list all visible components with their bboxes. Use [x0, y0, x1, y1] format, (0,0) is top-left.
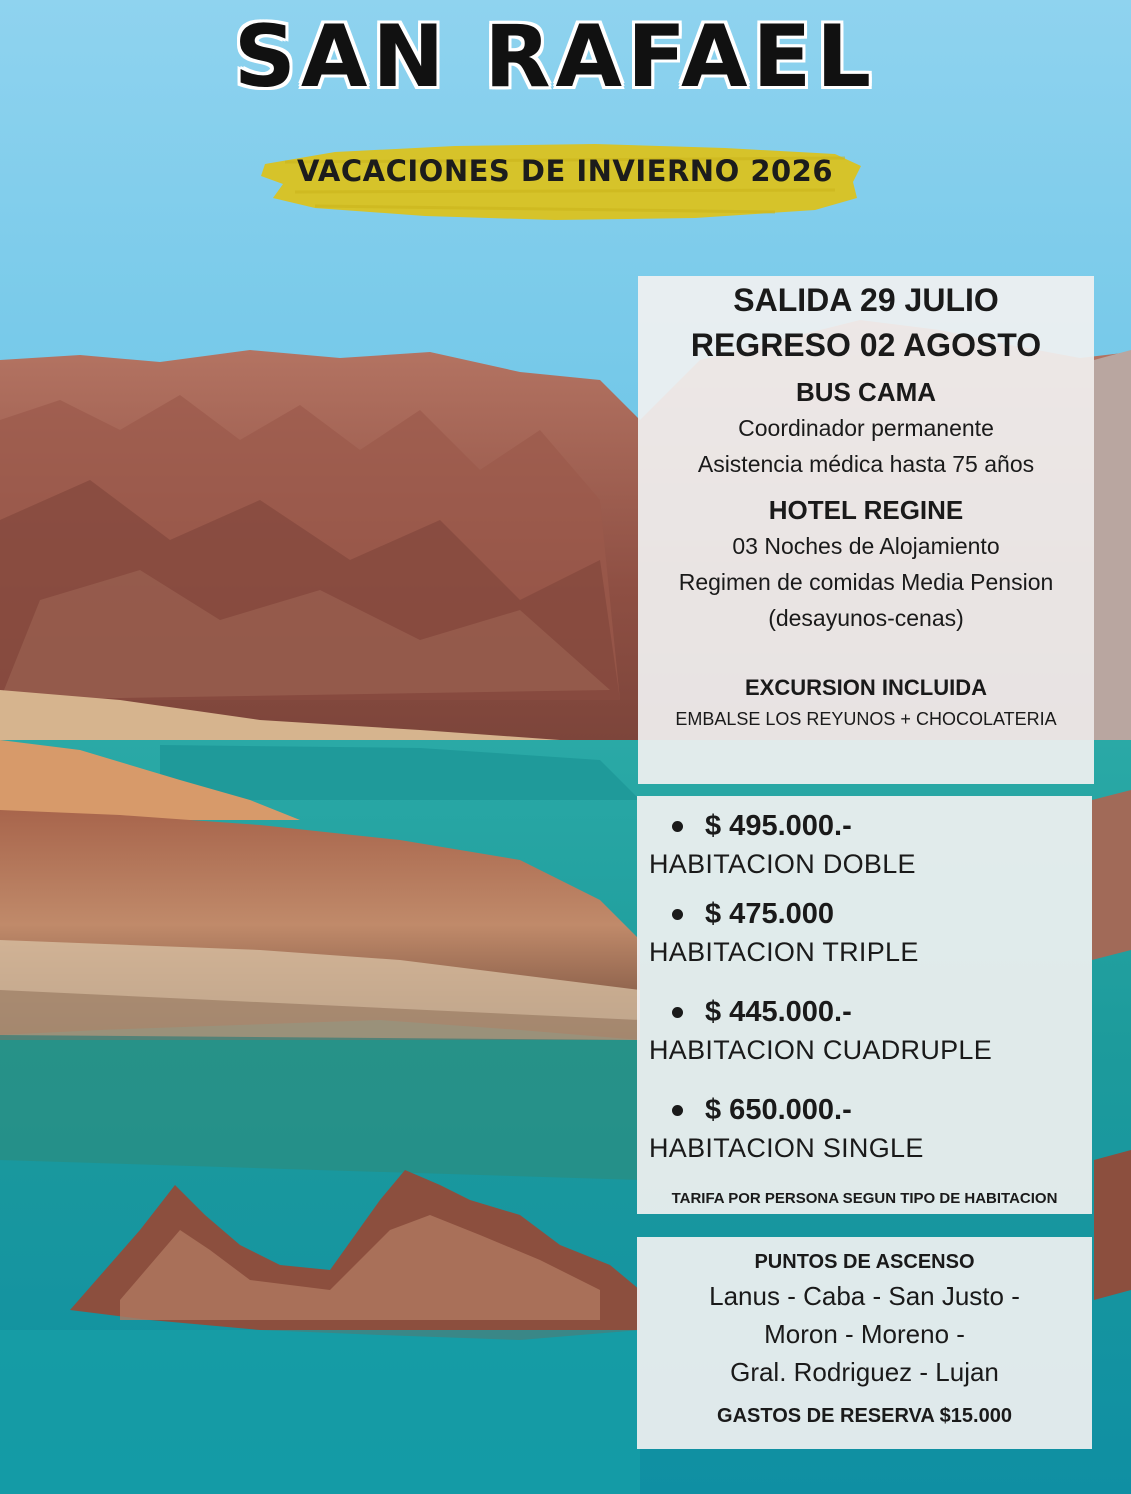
destination-title: SAN RAFAEL [233, 7, 877, 107]
reservation-fee: GASTOS DE RESERVA $15.000 [717, 1405, 1012, 1427]
price-value: $ 475.000 [705, 898, 835, 930]
hotel-line: Regimen de comidas Media Pension [678, 569, 1054, 595]
hotel-heading: HOTEL REGINE [768, 495, 964, 525]
transport-line: Coordinador permanente [738, 415, 994, 441]
price-item [637, 994, 1092, 1070]
season-subtitle: VACACIONES DE INVIERNO 2026 [296, 154, 834, 188]
departure-date: SALIDA 29 JULIO [733, 282, 999, 318]
pickup-line: Moron - Moreno - [764, 1319, 965, 1349]
room-type: HABITACION TRIPLE [649, 937, 919, 967]
trip-info-card [638, 276, 1094, 784]
return-date: REGRESO 02 AGOSTO [690, 327, 1042, 363]
room-type: HABITACION DOBLE [649, 849, 916, 879]
bullet-icon [672, 1007, 683, 1018]
excursion-text: EMBALSE LOS REYUNOS + CHOCOLATERIA [675, 709, 1057, 729]
pickup-heading: PUNTOS DE ASCENSO [754, 1251, 975, 1273]
transport-heading: BUS CAMA [795, 377, 937, 407]
price-item [637, 808, 1092, 884]
bullet-icon [672, 909, 683, 920]
room-type: HABITACION CUADRUPLE [649, 1035, 993, 1065]
prices-card [637, 796, 1092, 1214]
hotel-line: (desayunos-cenas) [768, 605, 964, 631]
room-type: HABITACION SINGLE [649, 1133, 924, 1163]
pickup-line: Lanus - Caba - San Justo - [709, 1281, 1020, 1311]
rate-note: TARIFA POR PERSONA SEGUN TIPO DE HABITACION [671, 1190, 1058, 1207]
hotel-line: 03 Noches de Alojamiento [732, 533, 1000, 559]
pickup-line: Gral. Rodriguez - Lujan [730, 1357, 999, 1387]
bullet-icon [672, 821, 683, 832]
price-value: $ 650.000.- [705, 1094, 852, 1126]
price-item [637, 896, 1092, 972]
bullet-icon [672, 1105, 683, 1116]
price-value: $ 445.000.- [705, 996, 852, 1028]
transport-line: Asistencia médica hasta 75 años [697, 451, 1035, 477]
price-value: $ 495.000.- [705, 810, 852, 842]
price-item [637, 1092, 1092, 1168]
pickup-card [637, 1237, 1092, 1449]
excursion-heading: EXCURSION INCLUIDA [744, 675, 987, 700]
